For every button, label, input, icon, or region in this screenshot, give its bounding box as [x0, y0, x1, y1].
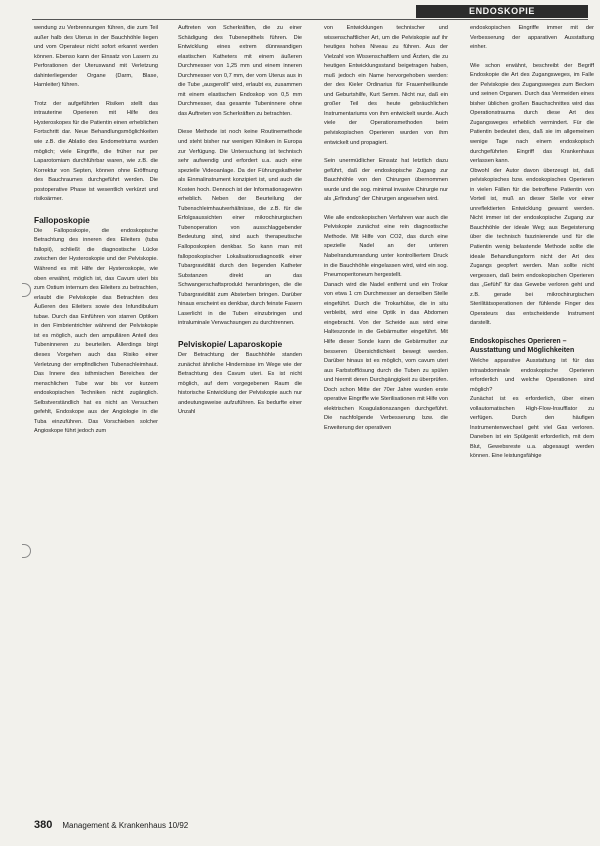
page-number: 380 — [34, 819, 53, 831]
paragraph: Danach wird die Nadel entfernt und ein Trokar von etwa 1 cm Durchmesser an derselben Stelle eingeführt. Durch die Trokarhülse, die in situ verbleibt, wird eine Optik in das Abdomen eingebracht. Von der Scheide aus wird eine Halteszonde in die Gebärmutter eingeführt. Mit Hilfe dieser Sonde kann die Gebärmutter zur besseren Übersichtlichkeit bewegt werden. Darüber hinaus ist es möglich, vom cavum uteri aus Farbstofflösung durch die Tuben zu spülen und hiermit deren Durchgängigkeit zu überprüfen. Doch schon Mitte der 70er Jahre wurden erste operative Eingriffe wie Sterilisationen mit Hilfe von elektrischen Koagulationszangen durchgeführt. Die nachfolgende Verbesserung bzw. die Erweiterung der operativen — [324, 281, 448, 431]
section-heading: Endoskopisches Operieren – Ausstattung und Möglichkeiten — [470, 337, 575, 354]
publication-name: Management & Krankenhaus 10/92 — [62, 821, 189, 830]
text-column-1 — [34, 24, 158, 818]
paragraph: Wie alle endoskopischen Verfahren war auch die Pelviskopie zunächst eine rein diagnostische Methode. Mit Hilfe von CO2, das durch eine spezielle Nadel an der unteren Nabelrandumrandung unter kontrolliertem Druck in die Bauchhöhle eingelassen wird, wird ein sog. Pneumoperitoneum hergestellt. — [324, 214, 448, 279]
text-column-2 — [178, 24, 302, 818]
paragraph: Die Falloposkopie, die endoskopische Betrachtung des inneren des Eileiters (tuba fallopii), schließt die diagnostische Lücke zwischen der Hysteroskopie und der Pelviskopie. Während es mit Hilfe der Hysteroskopie, wie oben erwähnt, möglich ist, das Cavum uteri bis zum Ostium internum des Eileiters zu betrachten, erlaubt die Pelviskopie das Betrachten des Äußeren des Eileiters sowie des Infundibulum tubae. Durch das Einführen von starren Optiken in den Fimbrientrichter während der Pelviskopie ist es möglich, auch den ampullären Anteil des Tubeninneren zu beurteilen. Allerdings birgt dieses Vorgehen auch das Risiko einer Verletzung der empfindlichen Tubenschleimhaut. Das Innere des isthmischen Bereiches der menschlichen Tube war bis vor kurzem endoskopischen Techniken nicht zugänglich. Selbstverständlich hat es nicht an Versuchen gefehlt, Endoskope aus der Angiologie in die Tuba einzuführen. Das Vorschieben solcher Angioskope führt jedoch zum — [34, 227, 158, 435]
paragraph: Trotz der aufgeführten Risiken stellt das intrauterine Operieren mit Hilfe des Hysteroskopes für die Patientin einen erheblichen Fortschritt dar. Neue Behandlungsmöglichkeiten wie z.B. die Ablatio des Endometriums wurden möglich; viele Eingriffe, die früher nur per Laparotomiam durchführbar waren, wie z.B. die Korrektur von Septen, können ohne Eröffnung des Bauchraumes durchgeführt werden. Die postoperative Phase ist wesentlich verkürzt und risikoärmer. — [34, 100, 158, 203]
paragraph: von Entwicklungen technischer und wissenschaftlicher Art, um die Pelviskopie auf ihr heutiges hohes Niveau zu führen. Aus der Vielzahl von Wissenschaftlern und Ärzten, die zu heutigen Entwicklungsstand beigetragen haben, muß jedoch ein Name hervorgehoben werden: der des Kieler Ordinarius für Frauenheilkunde und Geburtshilfe, Kurt Semm. Nicht nur, daß ein großer Teil des heute gebräuchlichen Instrumentariums von ihm entwickelt wurde. Auch viele der Operationsmethoden beim pelviskopischen Operieren wurden von ihm entwickelt und propagiert. — [324, 25, 448, 146]
section-heading: Pelviskopie/ Laparoskopie — [178, 338, 283, 349]
section-heading: Falloposkopie — [34, 214, 90, 225]
page-footer — [34, 818, 188, 832]
paragraph: endoskopischen Eingriffe immer mit der Verbesserung der apparativen Ausstattung einher. — [470, 25, 594, 51]
text-column-4 — [470, 24, 594, 818]
text-column-3 — [324, 24, 448, 818]
paragraph: Diese Methode ist noch keine Routinemethode und steht bisher nur wenigen Kliniken in Europa zur Verfügung. Die Untersuchung ist technisch sehr aufwendig und erfordert u.a. auch eine spezielle Videoanlage. Da der Führungskatheter als Einmalinstrument konzipiert ist, und auch die Kosten hoch. Dennoch ist der Informationsgewinn erheblich. Neben der Beurteilung der Tubenschleimhautverhältnisse, die z.B. für die Erfolgsaussichten einer mikrochirurgischen Tubenoperation von ausschlaggebender Bedeutung sind, sind auch therapeutische Falloposkopien denkbar. So kann man mit falloposkopischer Lokalisationsdiagnostik einer Tubargravidität durch den liegenden Katheter Substanzen direkt an das Schwangerschaftsprodukt heranbringen, die die Tubargravidität zum Absterben bringen. Darüber hinaus erscheint es denkbar, durch feinste Fasern Laserlicht in die Tuben einzubringen und intraluminale Verwachsungen zu durchtrennen. — [178, 129, 302, 327]
header-rule — [32, 19, 588, 20]
paragraph: Zunächst ist es erforderlich, über einen vollautomatischen High-Flow-Insufflator zu verfügen. Durch den häufigen Instrumentenwechsel geht viel Gas verloren. Daneben ist ein Spülgerät erforderlich, mit dem Blut, Gewebsreste u.a. abgesaugt werden können. Eine leistungsfähige — [470, 396, 594, 460]
paragraph: Wie schon erwähnt, beschreibt der Begriff Endoskopie die Art des Zugangsweges, im Falle der Pelviskopie des Zugangsweges zum Becken und seinen Organen. Durch das Vermeiden eines bisher üblichen großen Bauchschnittes wird das Operationstrauma durch diese Art des Zugangsweges erheblich vermindert. Für die Patientin bedeutet dies, daß sie im allgemeinen wenige Tage nach einem endoskopisch durchgeführten Eingriff das Krankenhaus verlassen kann. — [470, 62, 594, 165]
paragraph: Auftreten von Scherkräften, die zu einer Schädigung des Tubenepithels führen. Die Entwicklung eines extrem dünnwandigen elastischen Katheters mit einem äußeren Durchmesser von 1,25 mm und einem inneren Durchmesser von 0,7 mm, der vom Uterus aus in die Tube „ausgerollt“ wird, erlaubt es, zusammen mit einem elastischen Endoskop von 0,5 mm Durchmesser, das gesamte Tubeninnere ohne das Auftreten von Scherkräften zu betrachten. — [178, 25, 302, 117]
paragraph: Der Betrachtung der Bauchhöhle standen zunächst ähnliche Hindernisse im Wege wie der Betrachtung des Cavum uteri. Es ist nicht möglich, auf dem vorgegebenen Raum die historische Entwicklung der Pelviskopie auch nur andeutungsweise aufzuführen. Es bedurfte einer Unzahl — [178, 351, 302, 416]
punch-hole-mark — [22, 283, 31, 297]
paragraph: Welche apparative Ausstattung ist für das intraabdominale endoskopische Operieren erforderlich und welche Operationen sind möglich? — [470, 357, 594, 393]
paragraph: Sein unermüdlicher Einsatz hat letztlich dazu geführt, daß der endoskopische Zugang zur Bauchhöhle von den Chirurgen übernommen wurde und die sog. minimal invasive Chirurgie nur als „Erfindung“ der Chirurgen angesehen wird. — [324, 158, 448, 203]
paragraph: wendung zu Verbrennungen führen, die zum Teil außer halb des Uterus in der Bauchhöhle liegen und vom Operateur nicht sofort erkannt werden können. Ebenso kann der Einsatz von Lasern zu Perforationen der Uteruswand mit Verletzung dahinterliegender Organe (Darm, Blase, Harnleiter) führen. — [34, 25, 158, 89]
paragraph: Obwohl der Autor davon überzeugt ist, daß pelviskopisches bzw. endoskopisches Operieren in vielen Fällen für die betroffene Patientin von Vorteil ist, muß an dieser Stelle vor einer unreflektierten Entwicklung gewarnt werden. Nicht immer ist der endoskopische Zugang zur Bauchhöhle der ideale Weg; aus Begeisterung über die technisch faszinierende und für die Patientin wenig belastende Methode sollte die ideale Behandlungsform nicht der Art des Zugangs geopfert werden. Man sollte nicht vergessen, daß beim endoskopischen Operieren das „Gefühl“ für das Gewebe verloren geht und z.B. gerade bei mikrochirurgischen Sterilitätsoperationen der fühlende Finger des Operateurs das entscheidende Instrument darstellt. — [470, 167, 594, 327]
section-header-tab: ENDOSKOPIE — [416, 5, 588, 18]
punch-hole-mark — [22, 544, 31, 558]
